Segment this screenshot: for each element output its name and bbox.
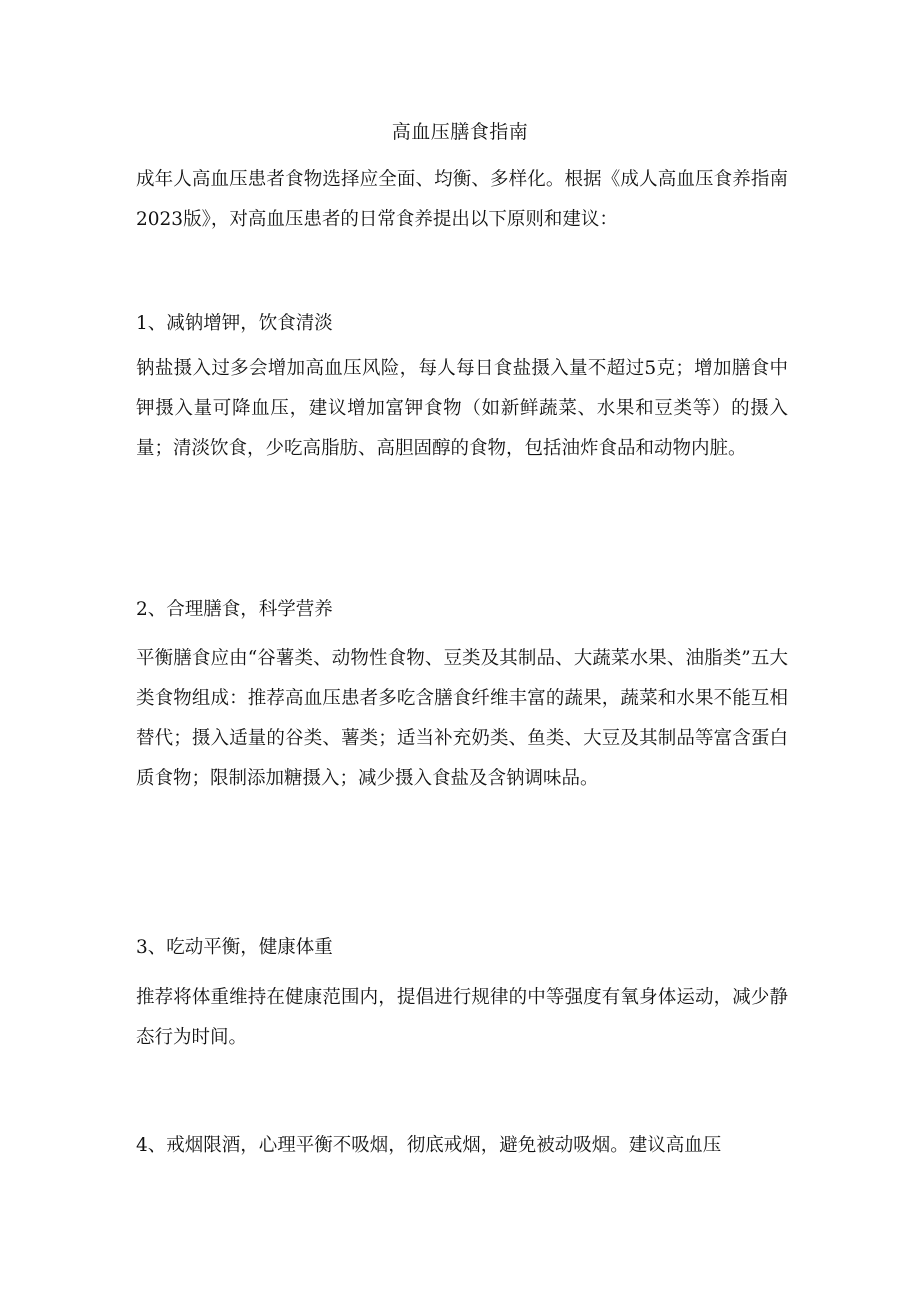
- section-1-body: 钠盐摄入过多会增加高血压风险，每人每日食盐摄入量不超过5克；增加膳食中钾摄入量可降血压，建议增加富钾食物（如新鲜蔬菜、水果和豆类等）的摄入量；清淡饮食，少吃高脂肪、高胆固醇的食物，包括油炸食品和动物内脏。: [136, 358, 788, 459]
- section-4-paragraph: 4、戒烟限酒，心理平衡不吸烟，彻底戒烟，避免被动吸烟。建议高血压: [136, 1135, 722, 1156]
- section-1-heading: 1、减钠增钾，饮食清淡: [136, 313, 333, 334]
- section-2-body: 平衡膳食应由“谷薯类、动物性食物、豆类及其制品、大蔬菜水果、油脂类”五大类食物组成：推荐高血压患者多吃含膳食纤维丰富的蔬果，蔬菜和水果不能互相替代；摄入适量的谷类、薯类；适当补充奶类、鱼类、大豆及其制品等富含蛋白质食物；限制添加糖摄入；减少摄入食盐及含钠调味品。: [136, 648, 788, 789]
- section-3-heading: 3、吃动平衡，健康体重: [136, 937, 333, 958]
- document-title: 高血压膳食指南: [391, 121, 529, 143]
- section-3-body: 推荐将体重维持在健康范围内，提倡进行规律的中等强度有氧身体运动，减少静态行为时间。: [136, 987, 788, 1048]
- intro-paragraph: 成年人高血压患者食物选择应全面、均衡、多样化。根据《成人高血压食养指南2023版》，对高血压患者的日常食养提出以下原则和建议：: [136, 169, 788, 230]
- section-2-heading: 2、合理膳食，科学营养: [136, 599, 333, 620]
